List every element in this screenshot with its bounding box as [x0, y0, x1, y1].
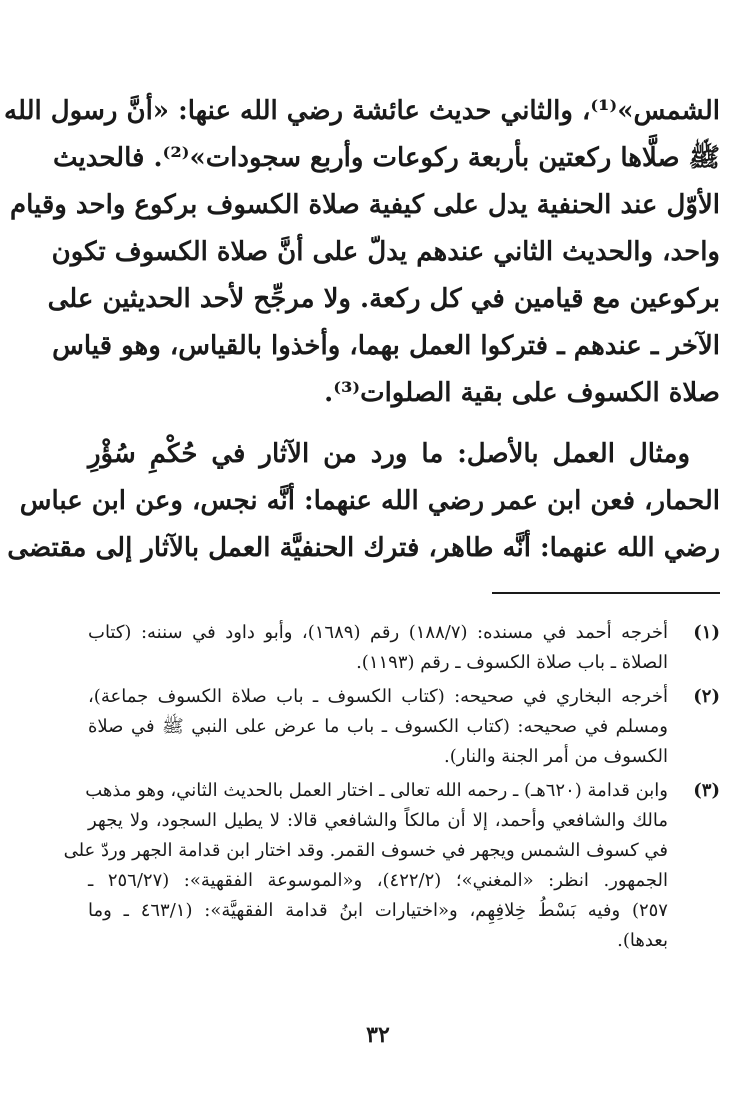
footnote-line: ٢٥٧) وفيه بَسْطُ خِلافِهِم، و«اختيارات ابنُ قدامة الفقهيَّة»: (٤٦٣/١ ـ وما — [88, 900, 668, 921]
text-line: ﷺ صلَّاها ركعتين بأربعة ركوعات وأربع سجودات»⁽²⁾. فالحديث — [52, 143, 720, 173]
text-line: رضي الله عنهما: أنَّه طاهر، فترك الحنفيَّة العمل بالآثار إلى مقتضى — [7, 533, 720, 563]
footnote-line: في كسوف الشمس ويجهر في خسوف القمر. وقد اختار ابن قدامة الجهر وردّ على — [63, 840, 668, 861]
text-line: الشمس»⁽¹⁾، والثاني حديث عائشة رضي الله عنها: «أنَّ رسول الله — [4, 96, 720, 126]
footnote-line: أخرجه أحمد في مسنده: (١٨٨/٧) رقم (١٦٨٩)، وأبو داود في سننه: (كتاب — [88, 622, 669, 643]
footnote-line: مالك والشافعي وأحمد، إلا أن مالكاً والشافعي قالا: لا يطيل السجود، ولا يجهر — [88, 810, 668, 831]
footnote-3 — [63, 776, 720, 956]
footnote-separator — [492, 592, 720, 594]
footnote-line: وابن قدامة (٦٢٠هـ) ـ رحمه الله تعالى ـ اختار العمل بالحديث الثاني، وهو مذهب — [85, 780, 668, 801]
footnote-line: الجمهور. انظر: «المغني»؛ (٤٢٢/٢)، و«الموسوعة الفقهية»: (٢٥٦/٢٧ ـ — [88, 870, 668, 891]
footnote-line: الكسوف من أمر الجنة والنار). — [444, 746, 668, 767]
footnote-2 — [88, 682, 720, 772]
text-line: صلاة الكسوف على بقية الصلوات⁽³⁾. — [324, 378, 720, 408]
footnotes — [63, 618, 720, 960]
text-line: الأوّل عند الحنفية يدل على كيفية صلاة الكسوف بركوع واحد وقيام — [9, 190, 720, 220]
text-line: بركوعين مع قيامين في كل ركعة. ولا مرجِّح لأحد الحديثين على — [47, 284, 720, 314]
text-line: الحمار، فعن ابن عمر رضي الله عنهما: أنَّه نجس، وعن ابن عباس — [19, 486, 720, 516]
text-line: ومثال العمل بالأصل: ما ورد من الآثار في حُكْمِ سُؤْرِ — [88, 439, 690, 469]
paragraph-2 — [7, 431, 720, 572]
paragraph-1 — [4, 88, 720, 417]
footnote-number: (١) — [693, 622, 720, 643]
text-line: واحد، والحديث الثاني عندهم يدلّ على أنَّ صلاة الكسوف تكون — [51, 237, 720, 267]
page-number: ٣٢ — [366, 1022, 390, 1048]
paragraph-gap — [88, 417, 720, 431]
text-line: الآخر ـ عندهم ـ فتركوا العمل بهما، وأخذوا بالقياس، وهو قياس — [52, 331, 720, 361]
footnote-1 — [88, 618, 720, 678]
main-text — [4, 88, 720, 572]
footnote-number: (٢) — [693, 686, 720, 707]
footnote-line: ومسلم في صحيحه: (كتاب الكسوف ـ باب ما عرض على النبي ﷺ في صلاة — [88, 716, 668, 737]
footnote-number: (٣) — [693, 780, 720, 801]
footnote-line: أخرجه البخاري في صحيحه: (كتاب الكسوف ـ باب صلاة الكسوف جماعة)، — [88, 686, 668, 707]
footnote-line: الصلاة ـ باب صلاة الكسوف ـ رقم (١١٩٣). — [356, 652, 668, 673]
footnote-line: بعدها). — [617, 930, 668, 951]
